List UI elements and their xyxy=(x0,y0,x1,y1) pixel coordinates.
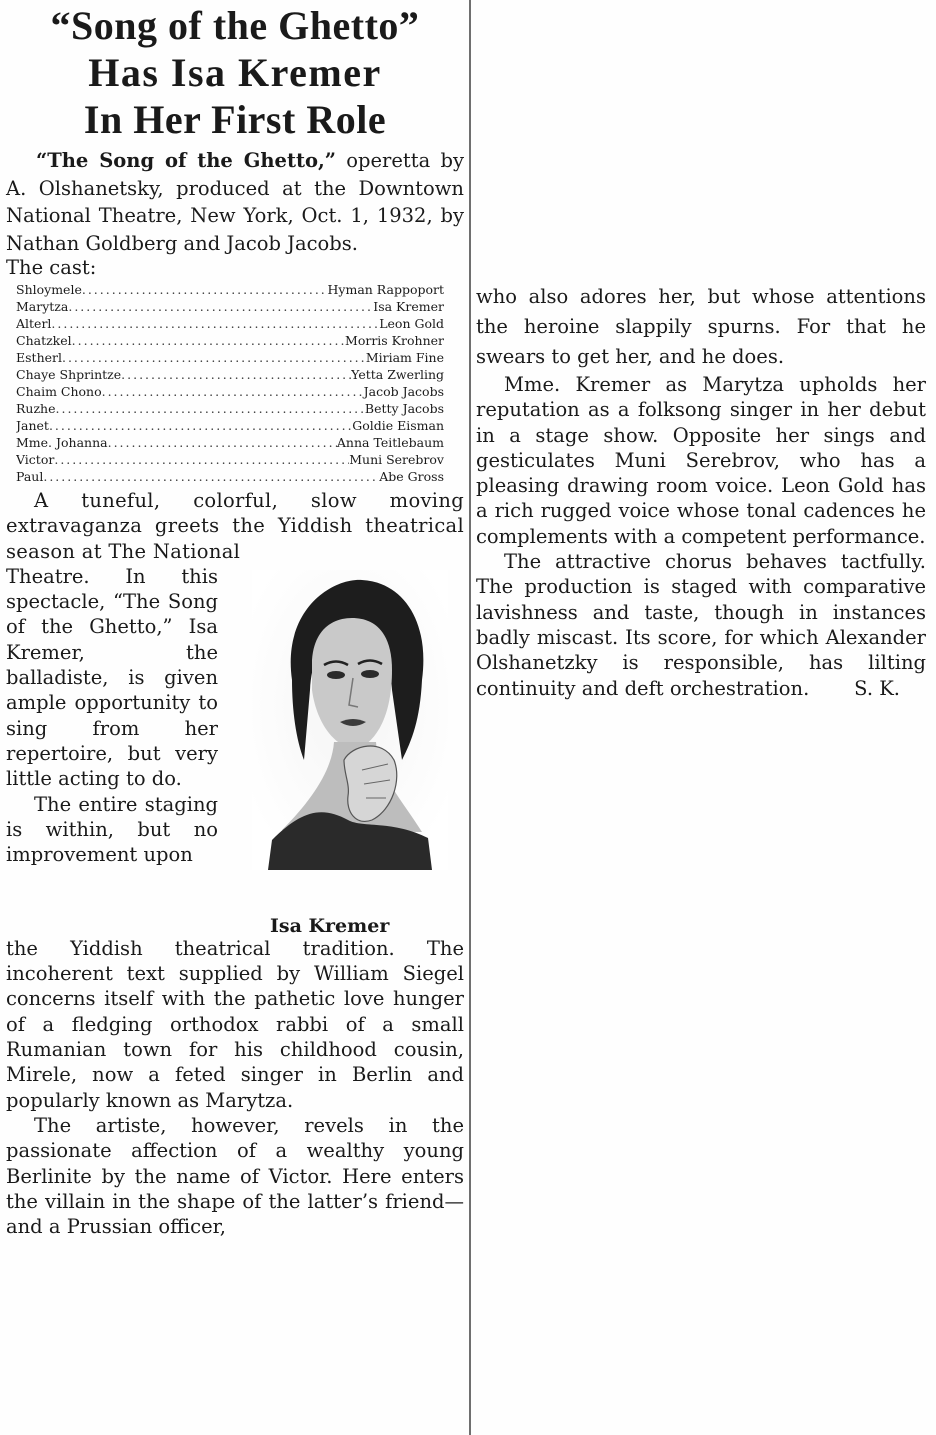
cast-role: Marytza xyxy=(16,299,69,314)
cast-leader-dots xyxy=(49,417,352,434)
review-paragraph-3: The artiste, however, revels in the passionate affection of a wealthy young Berlinite by the name of Victor. Here enters the villain in the shape of the latter’s friend—and a Prussian officer, xyxy=(6,1113,464,1239)
cast-role: Alterl xyxy=(16,316,52,331)
review-paragraph-5 xyxy=(476,549,926,701)
headline-line-2: Has Isa Kremer xyxy=(88,50,382,95)
cast-role: Victor xyxy=(16,452,55,467)
cast-actor: Morris Krohner xyxy=(345,333,444,348)
cast-leader-dots xyxy=(108,434,337,451)
cast-role: Chatzkel xyxy=(16,333,72,348)
credits-paragraph xyxy=(6,147,464,257)
cast-leader-dots xyxy=(62,349,366,366)
cast-row xyxy=(16,298,444,315)
cast-actor: Muni Serebrov xyxy=(349,452,444,467)
review-paragraph-2-continued: the Yiddish theatrical tradition. The incoherent text supplied by William Siegel concerns itself with the pathetic love hunger of a fledging orthodox rabbi of a small Rumanian town for his childhood cousin, Mirele, now a feted singer in Berlin and popularly known as Marytza. xyxy=(6,936,464,1112)
cast-row xyxy=(16,315,444,332)
review-paragraph-2-wrapped: The entire staging is within, but no improvement upon xyxy=(6,792,218,867)
cast-role: Janet xyxy=(16,418,49,433)
cast-actor: Goldie Eisman xyxy=(352,418,444,433)
left-column xyxy=(6,0,464,1435)
review-paragraph-1-opening: A tuneful, colorful, slow moving extravaganza greets the Yiddish theatrical season at The National xyxy=(6,489,464,563)
cast-actor: Jacob Jacobs xyxy=(363,384,444,399)
cast-role: Chaye Shprintze xyxy=(16,367,122,382)
cast-leader-dots xyxy=(72,332,345,349)
cast-role: Shloymele xyxy=(16,282,82,297)
headline-line-3: In Her First Role xyxy=(83,97,387,142)
photo-caption: Isa Kremer xyxy=(270,914,390,937)
review-paragraph-3-continued: who also adores her, but whose attentions the heroine slappily spurns. For that he swears to get her, and he does. xyxy=(476,285,926,368)
cast-actor: Yetta Zwerling xyxy=(351,367,444,382)
cast-role: Paul xyxy=(16,469,44,484)
cast-role: Mme. Johanna xyxy=(16,435,108,450)
cast-actor: Leon Gold xyxy=(379,316,444,331)
review-paragraph-5-text: The attractive chorus behaves tactfully. The production is staged with comparative lavishness and taste, though in instances badly miscast. Its score, for which Alexander Olshanetzky is responsible, has lilting continuity and deft orchestration. xyxy=(476,550,926,700)
cast-role: Estherl xyxy=(16,350,62,365)
cast-row xyxy=(16,451,444,468)
cast-leader-dots xyxy=(102,383,364,400)
cast-leader-dots xyxy=(82,281,328,298)
photo-wrap-text xyxy=(6,564,218,868)
cast-role: Ruzhe xyxy=(16,401,56,416)
review-paragraph-1-wrapped: Theatre. In this spectacle, “The Song of the Ghetto,” Isa Kremer, the balladiste, is given ample opportunity to sing from her repertoire, but very little acting to do. xyxy=(6,564,218,791)
headline-line-1: “Song of the Ghetto” xyxy=(50,3,420,48)
show-title: “The Song of the Ghetto,” xyxy=(36,149,336,172)
photo-wrap-block xyxy=(6,564,464,964)
cast-leader-dots xyxy=(43,468,379,485)
cast-actor: Abe Gross xyxy=(379,469,444,484)
review-paragraph-4: Mme. Kremer as Marytza upholds her reputation as a folksong singer in her debut in a stage show. Opposite her sings and gesticulates Muni Serebrov, who has a pleasing drawing room voice. Leon Gold has a rich rugged voice whose tonal cadences he complements with a competent performance. xyxy=(476,373,926,548)
headline xyxy=(6,2,464,143)
cast-leader-dots xyxy=(54,451,349,468)
cast-row xyxy=(16,417,444,434)
cast-heading: The cast: xyxy=(6,256,97,279)
right-column xyxy=(476,282,926,701)
cast-row xyxy=(16,383,444,400)
cast-leader-dots xyxy=(56,400,365,417)
cast-actor: Anna Teitlebaum xyxy=(336,435,444,450)
cast-row xyxy=(16,366,444,383)
author-signature: S. K. xyxy=(854,676,900,700)
cast-list xyxy=(16,281,444,485)
cast-leader-dots xyxy=(51,315,379,332)
cast-leader-dots xyxy=(121,366,351,383)
portrait-photo xyxy=(252,570,448,870)
cast-row xyxy=(16,468,444,485)
column-divider xyxy=(469,0,471,1435)
review-body-left xyxy=(6,488,464,1239)
cast-actor: Isa Kremer xyxy=(373,299,444,314)
cast-row xyxy=(16,349,444,366)
credits-text: operetta by A. Olshanetsky, produced at the Downtown National Theatre, New York, Oct. 1, 1932, by Nathan Goldberg and Jacob Jacobs. xyxy=(6,149,464,255)
cast-row xyxy=(16,434,444,451)
cast-row xyxy=(16,400,444,417)
cast-leader-dots xyxy=(68,298,373,315)
cast-actor: Betty Jacobs xyxy=(364,401,444,416)
cast-actor: Miriam Fine xyxy=(365,350,444,365)
cast-row xyxy=(16,281,444,298)
cast-row xyxy=(16,332,444,349)
cast-role: Chaim Chono xyxy=(16,384,102,399)
cast-actor: Hyman Rappoport xyxy=(327,282,444,297)
